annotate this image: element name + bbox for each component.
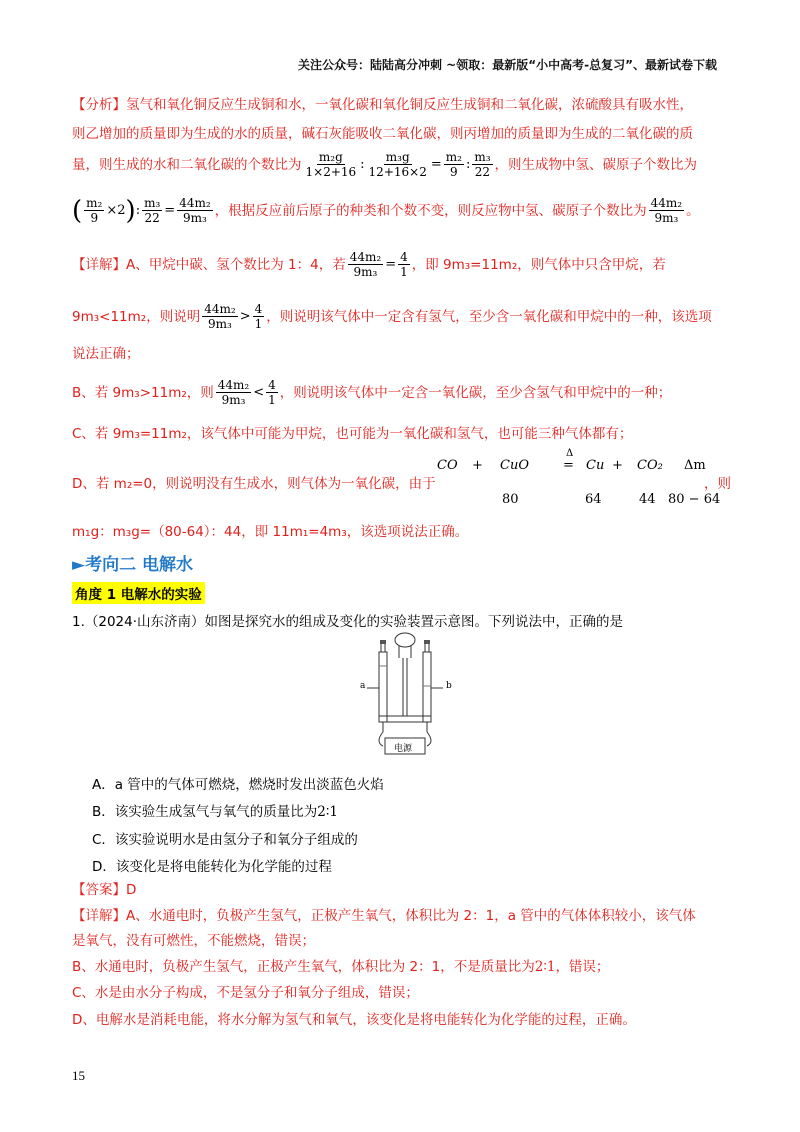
detail-line-a1: 【详解】A、甲烷中碳、氢个数比为 1：4，若 $\frac{\text{44m₂}}{\text{9m₃}}$ = $\frac{4}{1}$ ，即 9m₃=11m₂，则气体中只含甲烷，若 — [72, 250, 666, 279]
eq-cuo: CuO — [500, 458, 529, 473]
eq-mass-44: 44 — [639, 492, 656, 507]
fraction-co2: $\frac{\text{m₃g}}{12+16\times 2}$ — [368, 150, 427, 179]
answer-detail-4: C、水是由水分子构成，不是氢分子和氧分子组成，错误； — [72, 985, 419, 1001]
fraction-44m2-9m3: $\frac{\text{44m₂}}{\text{9m₃}}$ — [179, 196, 211, 225]
eq-mass-64: 64 — [585, 492, 602, 507]
answer-label: 【答案】D — [72, 882, 137, 898]
eq-plus-1: + — [472, 458, 483, 473]
fraction-m2-9-b: $\frac{\text{m₂}}{9}$ — [86, 196, 103, 225]
detail-line-d2: m₁g：m₃g=（80-64）：44，即 11m₁=4m₃，该选项说法正确。 — [72, 524, 469, 540]
analysis-line-4-text: ，根据反应前后原子的种类和个数不变，则反应物中氢、碳原子个数比为 — [214, 202, 647, 219]
fraction-m3-22: $\frac{\text{m₃}}{22}$ — [474, 150, 491, 179]
option-a: A．a 管中的气体可燃烧，燃烧时发出淡蓝色火焰 — [92, 777, 384, 793]
eq-equals: = — [563, 458, 574, 473]
eq-co2: CO₂ — [637, 458, 663, 473]
detail-line-b: B、若 9m₃>11m₂，则 $\frac{\text{44m₂}}{\text{9m₃}}$ < $\frac{4}{1}$ ，则说明该气体中一定含一氧化碳，至少含氢气和甲烷中的一种； — [72, 378, 672, 407]
detail-line-d-end: ，则 — [704, 476, 731, 492]
fraction-44m2-9m3-c: $\frac{\text{44m₂}}{\text{9m₃}}$ — [349, 250, 382, 279]
diagram-label-a: a — [360, 681, 366, 691]
fraction-m3-22-b: $\frac{\text{m₃}}{22}$ — [144, 196, 161, 225]
fraction-44m2-9m3-b: $\frac{\text{44m₂}}{\text{9m₃}}$ — [650, 196, 683, 225]
answer-detail-1: 【详解】A、水通电时，负极产生氢气，正极产生氧气，体积比为 2：1，a 管中的气体体积较小，该气体 — [72, 908, 696, 924]
eq-delta: Δ — [566, 448, 574, 459]
section-title: ►考向二 电解水 — [72, 555, 193, 575]
option-b: B．该实验生成氢气与氧气的质量比为2∶1 — [92, 804, 338, 820]
eq-plus-2: + — [612, 458, 623, 473]
analysis-line-2: 则乙增加的质量即为生成的水的质量，碱石灰能吸收二氧化碳，则丙增加的质量即为生成的二氧化碳的质 — [72, 126, 693, 142]
answer-detail-5: D、电解水是消耗电能，将水分解为氢气和氧气，该变化是将电能转化为化学能的过程，正确。 — [72, 1012, 636, 1028]
diagram-power-label: 电源 — [394, 744, 413, 754]
fraction-4-1-b: $\frac{4}{1}$ — [254, 302, 263, 331]
question-stem: 1.（2024·山东济南）如图是探究水的组成及变化的实验装置示意图。下列说法中，正确的是 — [72, 614, 624, 630]
eq-co: CO — [437, 458, 458, 473]
detail-line-a3: 说法正确； — [72, 346, 140, 362]
angle-label: 角度 1 电解水的实验 — [72, 582, 205, 604]
detail-line-a2: 9m₃<11m₂，则说明 $\frac{\text{44m₂}}{\text{9m₃}}$ > $\frac{4}{1}$ ，则说明该气体中一定含有氢气，至少含一氧化碳和甲烷中的一种，该选项 — [72, 302, 712, 331]
eq-mass-diff: 80 − 64 — [668, 492, 721, 507]
fraction-water: $\frac{\text{m₂g}}{1\times 2+16}$ — [305, 150, 357, 179]
eq-mass-80: 80 — [502, 492, 519, 507]
detail-line-c: C、若 9m₃=11m₂，该气体中可能为甲烷，也可能为一氧化碳和氢气，也可能三种气体都有； — [72, 426, 633, 442]
answer-detail-2: 是氧气，没有可燃性，不能燃烧，错误； — [72, 933, 315, 949]
fraction-4-1-c: $\frac{4}{1}$ — [268, 378, 276, 407]
analysis-line-3-suffix: ，则生成物中氢、碳原子个数比为 — [494, 156, 698, 173]
analysis-line-3: 量，则生成的水和二氧化碳的个数比为 $\frac{\text{m₂g}}{1\times 2+16}$ : $\frac{\text{m₃g}}{12+16\times 2}$ = $\frac{\text{m₂}}{9}$ : $\frac{\text{m₃}}{22}$ ，则生成物中氢、碳原子个数比为 — [72, 150, 698, 179]
eq-dm: Δm — [684, 458, 706, 473]
diagram-label-b: b — [446, 681, 452, 691]
option-d: D．该变化是将电能转化为化学能的过程 — [92, 859, 332, 875]
option-c: C．该实验说明水是由氢分子和氧分子组成的 — [92, 832, 358, 848]
detail-line-d: D、若 m₂=0，则说明没有生成水，则气体为一氧化碳，由于 — [72, 476, 436, 492]
fraction-44m2-9m3-e: $\frac{\text{44m₂}}{\text{9m₃}}$ — [217, 378, 250, 407]
analysis-line-3-text: 量，则生成的水和二氧化碳的个数比为 — [72, 156, 302, 173]
fraction-4-1: $\frac{4}{1}$ — [400, 250, 408, 279]
analysis-line-1: 【分析】氢气和氧化铜反应生成铜和水，一氧化碳和氧化铜反应生成铜和二氧化碳，浓硫酸具有吸水性， — [72, 97, 693, 113]
page-number: 15 — [72, 1068, 85, 1083]
answer-detail-3: B、水通电时，负极产生氢气，正极产生氧气，体积比为 2：1，不是质量比为2∶1，错误； — [72, 959, 610, 975]
page-header: 关注公众号：陆陆高分冲刺 ~领取：最新版“小中高考-总复习”、最新试卷下载 — [298, 58, 717, 72]
fraction-44m2-9m3-d: $\frac{\text{44m₂}}{\text{9m₃}}$ — [204, 302, 236, 331]
eq-cu: Cu — [586, 458, 605, 473]
analysis-line-4: ( $\frac{\text{m₂}}{9}$ ×2 ) : $\frac{\text{m₃}}{22}$ = $\frac{\text{44m₂}}{\text{9m₃}}$ ，根据反应前后原子的种类和个数不变，则反应物中氢、碳原子个数比为 $\frac{\text{44m₂}}{\text{9m₃}}$ 。 — [72, 195, 700, 226]
fraction-m2-9: $\frac{\text{m₂}}{9}$ — [445, 150, 462, 179]
